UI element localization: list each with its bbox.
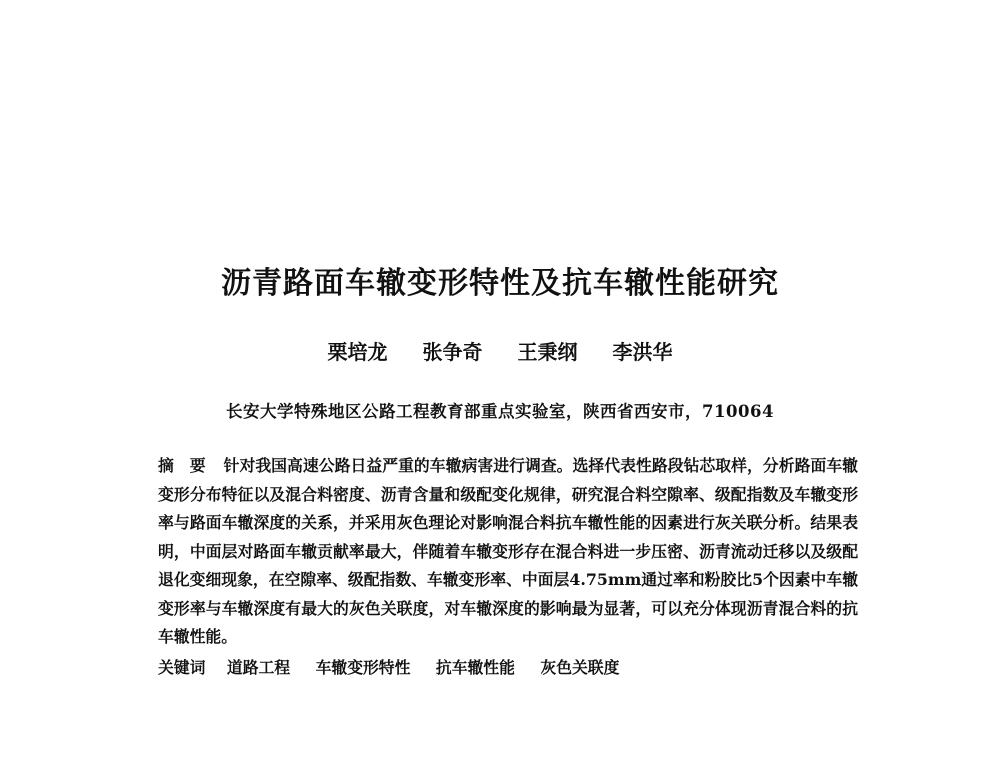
affiliation: 长安大学特殊地区公路工程教育部重点实验室，陕西省西安市，710064 (226, 402, 774, 421)
abstract (158, 452, 858, 652)
paper-title: 沥青路面车辙变形特性及抗车辙性能研究 (221, 266, 779, 301)
author-list (0, 336, 1000, 365)
keyword: 道路工程 (226, 658, 291, 677)
author-name: 李洪华 (612, 340, 673, 364)
keyword: 车辙变形特性 (315, 658, 411, 677)
author-name: 栗培龙 (327, 340, 388, 364)
keywords (158, 655, 858, 678)
keywords-label: 关键词 (158, 658, 206, 677)
keyword: 抗车辙性能 (435, 658, 515, 677)
author-name: 张争奇 (422, 340, 483, 364)
author-name: 王秉纲 (517, 340, 578, 364)
abstract-label: 摘 要 (158, 456, 206, 475)
abstract-text: 针对我国高速公路日益严重的车辙病害进行调查。选择代表性路段钻芯取样，分析路面车辙变形分布特征以及混合料密度、沥青含量和级配变化规律，研究混合料空隙率、级配指数及车辙变形率与路面车辙深度的关系，并采用灰色理论对影响混合料抗车辙性能的因素进行灰关联分析。结果表明，中面层对路面车辙贡献率最大，伴随着车辙变形存在混合料进一步压密、沥青流动迁移以及级配退化变细现象，在空隙率、级配指数、车辙变形率、中面层4.75mm通过率和粉胶比5个因素中车辙变形率与车辙深度有最大的灰色关联度，对车辙深度的影响最为显著，可以充分体现沥青混合料的抗车辙性能。 (158, 456, 858, 646)
keyword: 灰色关联度 (540, 658, 620, 677)
